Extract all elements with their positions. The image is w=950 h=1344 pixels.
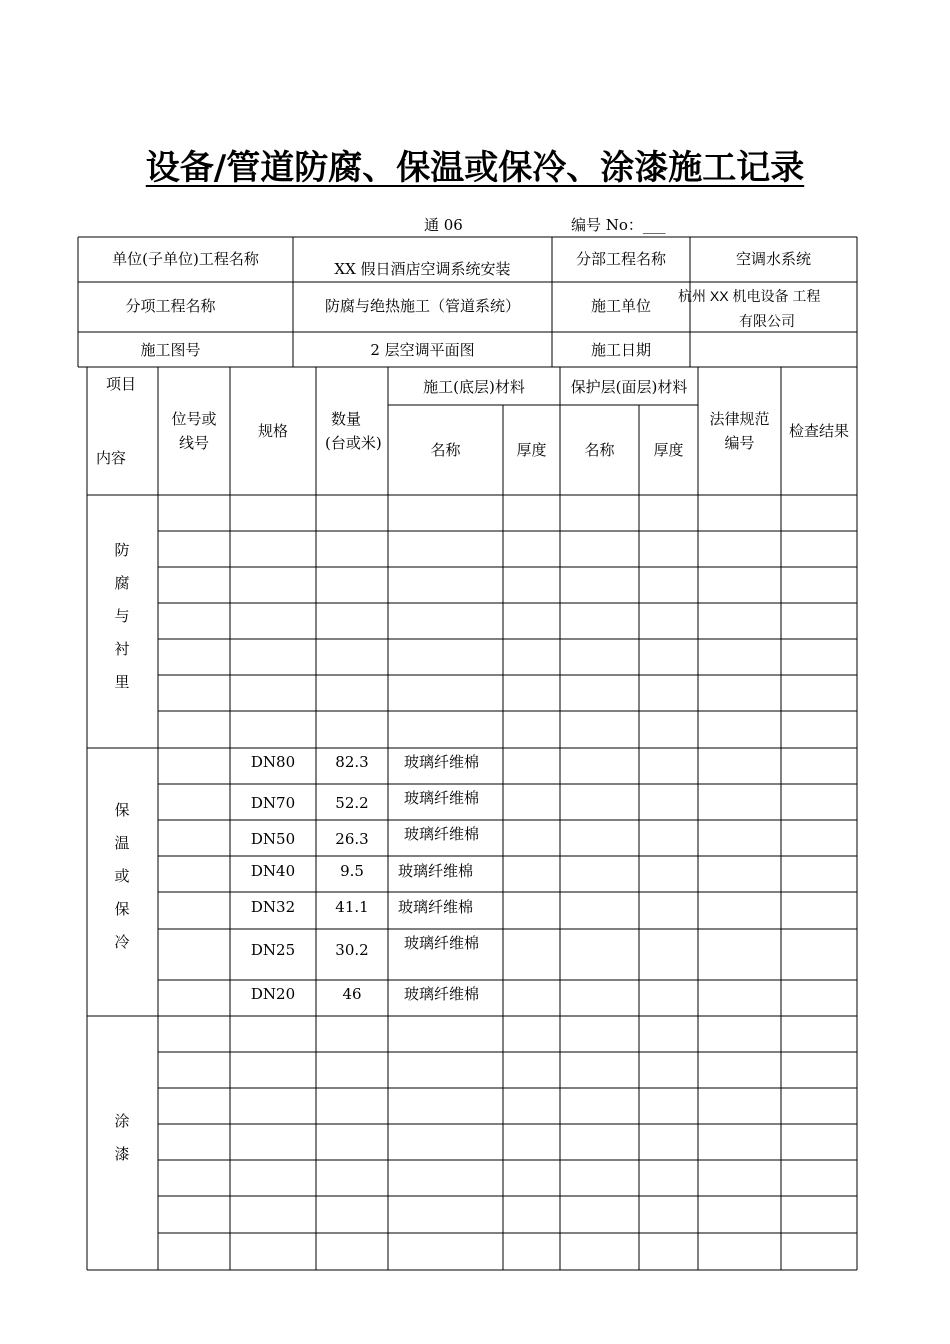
section-char: 冷 — [114, 933, 130, 951]
unit-project-label: 单位(子单位)工程名称 — [112, 250, 259, 268]
col-protect-thickness: 厚度 — [653, 441, 684, 459]
item-project-label: 分项工程名称 — [125, 297, 216, 315]
section-char: 保 — [114, 801, 130, 819]
drawing-value: 2 层空调平面图 — [370, 341, 475, 359]
row-qty: 30.2 — [335, 941, 369, 959]
item-project-value: 防腐与绝热施工（管道系统） — [324, 297, 520, 315]
col-position-line2: 线号 — [178, 434, 209, 452]
section-anticorrosion — [107, 534, 137, 699]
form-code: 通 06 — [424, 216, 463, 234]
col-item-top: 项目 — [106, 375, 137, 393]
row-qty: 41.1 — [335, 898, 369, 916]
col-standard-line1: 法律规范 — [709, 410, 770, 428]
section-char: 涂 — [114, 1112, 130, 1130]
row-spec: DN25 — [250, 941, 296, 959]
section-char: 与 — [114, 607, 130, 625]
row-spec: DN40 — [250, 862, 296, 880]
date-label: 施工日期 — [590, 341, 651, 359]
col-qty-line1: 数量 — [330, 410, 361, 428]
section-char: 衬 — [114, 640, 130, 658]
row-qty: 52.2 — [335, 794, 369, 812]
col-base-name: 名称 — [430, 441, 461, 459]
row-material: 玻璃纤维棉 — [398, 898, 474, 916]
section-char: 里 — [114, 673, 130, 691]
contractor-label: 施工单位 — [590, 297, 651, 315]
row-material: 玻璃纤维棉 — [404, 825, 480, 843]
row-material: 玻璃纤维棉 — [398, 862, 474, 880]
row-spec: DN80 — [250, 753, 296, 771]
row-spec: DN32 — [250, 898, 296, 916]
section-char: 或 — [114, 867, 130, 885]
section-char: 保 — [114, 900, 130, 918]
col-result: 检查结果 — [788, 422, 849, 440]
section-painting — [107, 1105, 137, 1171]
col-base-material: 施工(底层)材料 — [423, 378, 525, 396]
row-material: 玻璃纤维棉 — [404, 789, 480, 807]
drawing-label: 施工图号 — [140, 341, 201, 359]
col-standard-line2: 编号 — [724, 434, 755, 452]
row-qty: 26.3 — [335, 830, 369, 848]
number-label: 编号 No：___ — [571, 216, 666, 234]
row-qty: 9.5 — [340, 862, 364, 880]
col-protect-material: 保护层(面层)材料 — [570, 378, 688, 396]
row-qty: 46 — [342, 985, 362, 1003]
section-insulation — [107, 794, 137, 959]
section-char: 漆 — [114, 1145, 130, 1163]
row-material: 玻璃纤维棉 — [404, 934, 480, 952]
col-protect-name: 名称 — [584, 441, 615, 459]
contractor-value-line1: 杭州 XX 机电设备 工程 — [678, 288, 821, 304]
col-item-bottom: 内容 — [96, 449, 127, 467]
row-spec: DN20 — [250, 985, 296, 1003]
col-base-thickness: 厚度 — [516, 441, 547, 459]
section-char: 防 — [114, 541, 130, 559]
row-spec: DN70 — [250, 794, 296, 812]
row-spec: DN50 — [250, 830, 296, 848]
document-title — [0, 140, 950, 189]
contractor-value-line2: 有限公司 — [739, 313, 795, 329]
col-spec: 规格 — [257, 422, 288, 440]
sub-project-label: 分部工程名称 — [575, 250, 666, 268]
col-qty-line2: (台或米) — [325, 434, 382, 452]
unit-project-value: XX 假日酒店空调系统安装 — [334, 260, 511, 278]
document-title-text: 设备/管道防腐、保温或保冷、涂漆施工记录 — [145, 148, 805, 188]
section-char: 腐 — [114, 574, 130, 592]
section-char: 温 — [114, 834, 130, 852]
sub-project-value: 空调水系统 — [735, 250, 811, 268]
row-material: 玻璃纤维棉 — [404, 985, 480, 1003]
row-qty: 82.3 — [335, 753, 369, 771]
row-material: 玻璃纤维棉 — [404, 753, 480, 771]
col-position-line1: 位号或 — [171, 410, 217, 428]
